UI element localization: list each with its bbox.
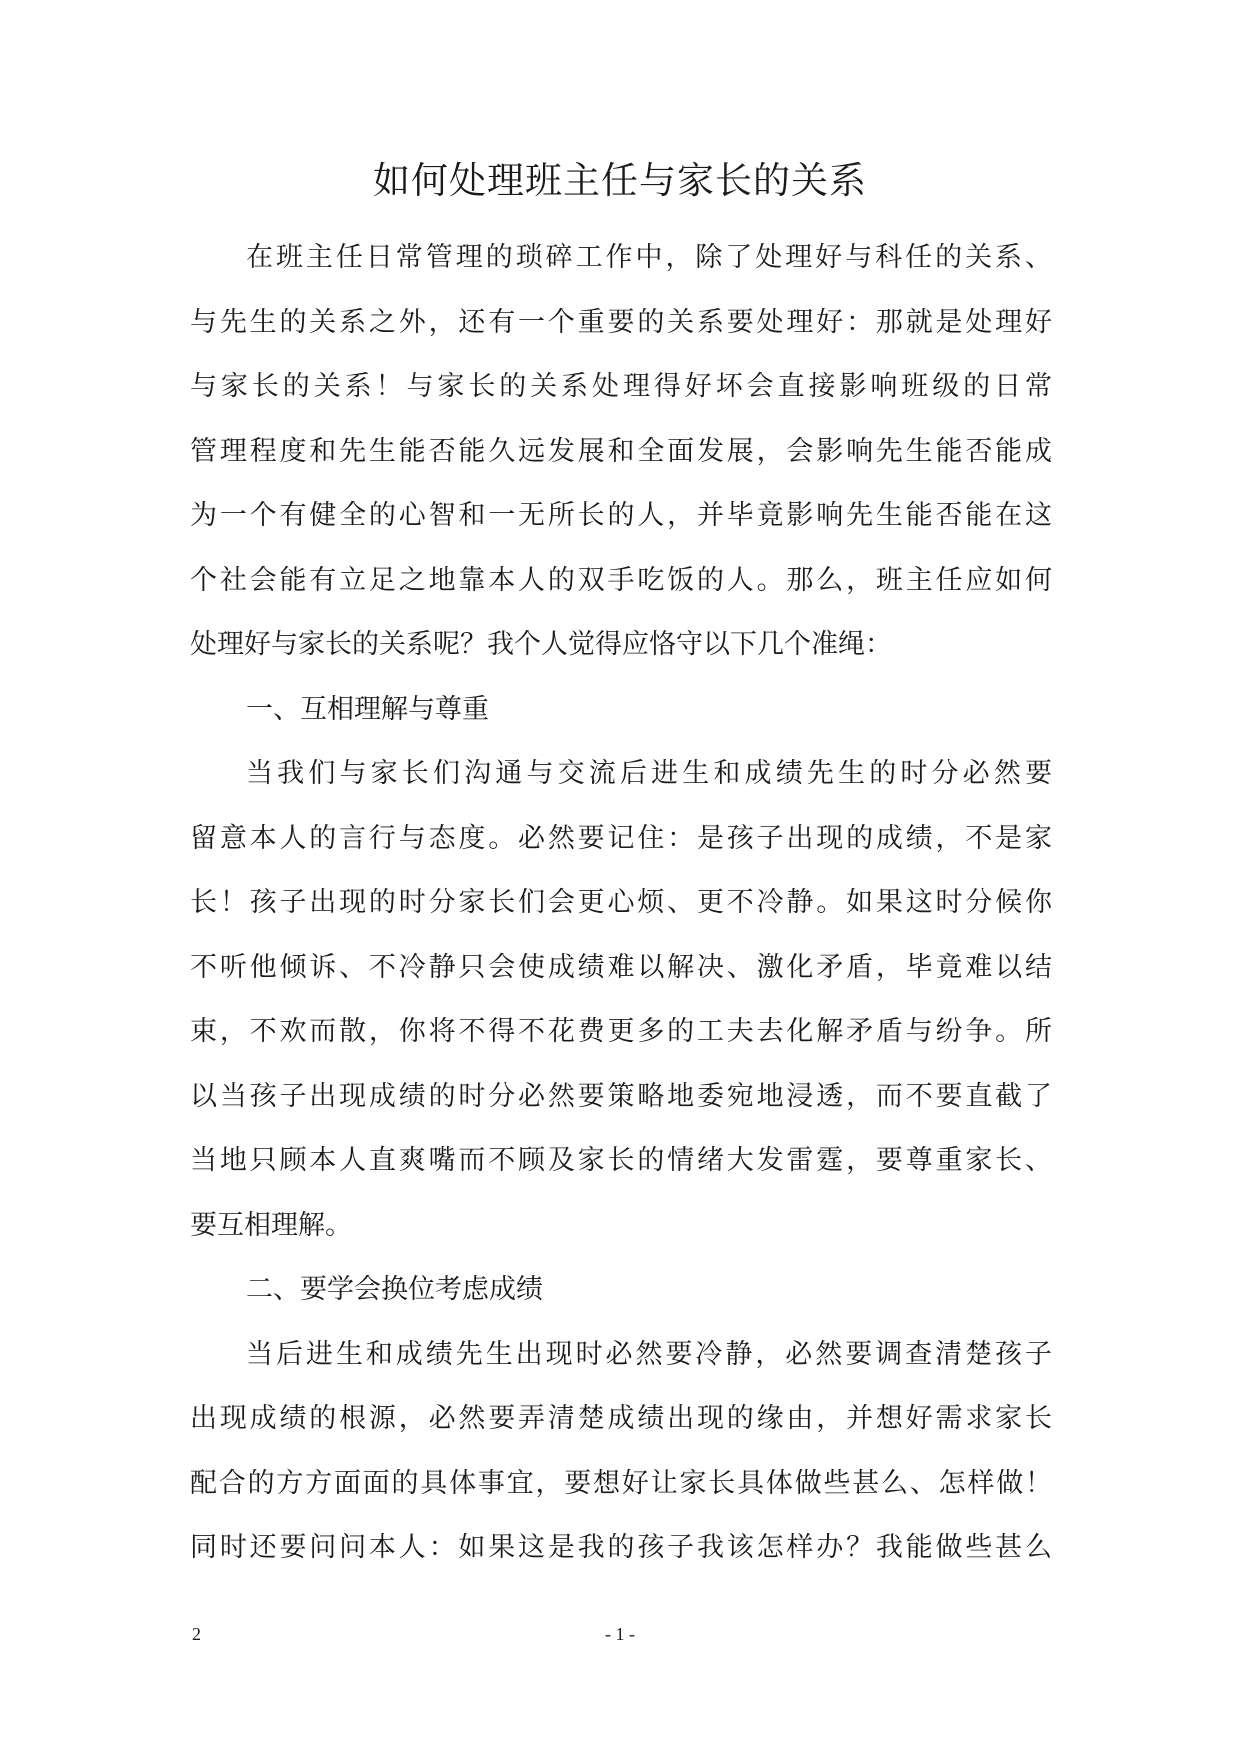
text-line: 处理好与家长的关系呢？我个人觉得应恪守以下几个准绳： bbox=[190, 629, 892, 660]
footer-left-number: 2 bbox=[192, 1624, 201, 1644]
text-line: 为一个有健全的心智和一无所长的人，并毕竟影响先生能否能在这 bbox=[190, 500, 1052, 531]
text-line: 以当孩子出现成绩的时分必然要策略地委宛地浸透，而不要直截了 bbox=[190, 1080, 1052, 1112]
text-line: 留意本人的言行与态度。必然要记住：是孩子出现的成绩，不是家 bbox=[190, 822, 1052, 854]
text-line: 长！孩子出现的时分家长们会更心烦、更不冷静。如果这时分候你 bbox=[190, 887, 1052, 918]
text-line: 管理程度和先生能否能久远发展和全面发展，会影响先生能否能成 bbox=[190, 435, 1052, 467]
text-line: 当后进生和成绩先生出现时必然要冷静，必然要调查清楚孩子 bbox=[246, 1338, 1052, 1370]
text-line: 出现成绩的根源，必然要弄清楚成绩出现的缘由，并想好需求家长 bbox=[190, 1403, 1052, 1434]
text-line: 二、要学会换位考虑成绩 bbox=[246, 1274, 543, 1305]
footer-page-number: - 1 - bbox=[605, 1624, 635, 1644]
text-line: 当地只顾本人直爽嘴而不顾及家长的情绪大发雷霆，要尊重家长、 bbox=[190, 1145, 1052, 1176]
text-line: 要互相理解。 bbox=[190, 1209, 352, 1241]
text-line: 同时还要问问本人：如果这是我的孩子我该怎样办？我能做些甚么 bbox=[190, 1532, 1052, 1563]
text-line: 与先生的关系之外，还有一个重要的关系要处理好：那就是处理好 bbox=[190, 306, 1052, 338]
text-line: 当我们与家长们沟通与交流后进生和成绩先生的时分必然要 bbox=[246, 758, 1052, 789]
text-line: 与家长的关系！与家长的关系处理得好坏会直接影响班级的日常 bbox=[190, 371, 1052, 402]
text-line: 一、互相理解与尊重 bbox=[246, 693, 489, 725]
text-line: 束，不欢而散，你将不得不花费更多的工夫去化解矛盾与纷争。所 bbox=[190, 1016, 1052, 1047]
document-title: 如何处理班主任与家长的关系 bbox=[373, 159, 867, 202]
text-line: 个社会能有立足之地靠本人的双手吃饭的人。那么，班主任应如何 bbox=[190, 564, 1052, 596]
text-line: 不听他倾诉、不冷静只会使成绩难以解决、激化矛盾，毕竟难以结 bbox=[190, 951, 1052, 983]
text-line: 在班主任日常管理的琐碎工作中，除了处理好与科任的关系、 bbox=[246, 242, 1052, 273]
document-body bbox=[190, 226, 1052, 1581]
text-line: 配合的方方面面的具体事宜，要想好让家长具体做些甚么、怎样做！ bbox=[190, 1467, 1052, 1499]
